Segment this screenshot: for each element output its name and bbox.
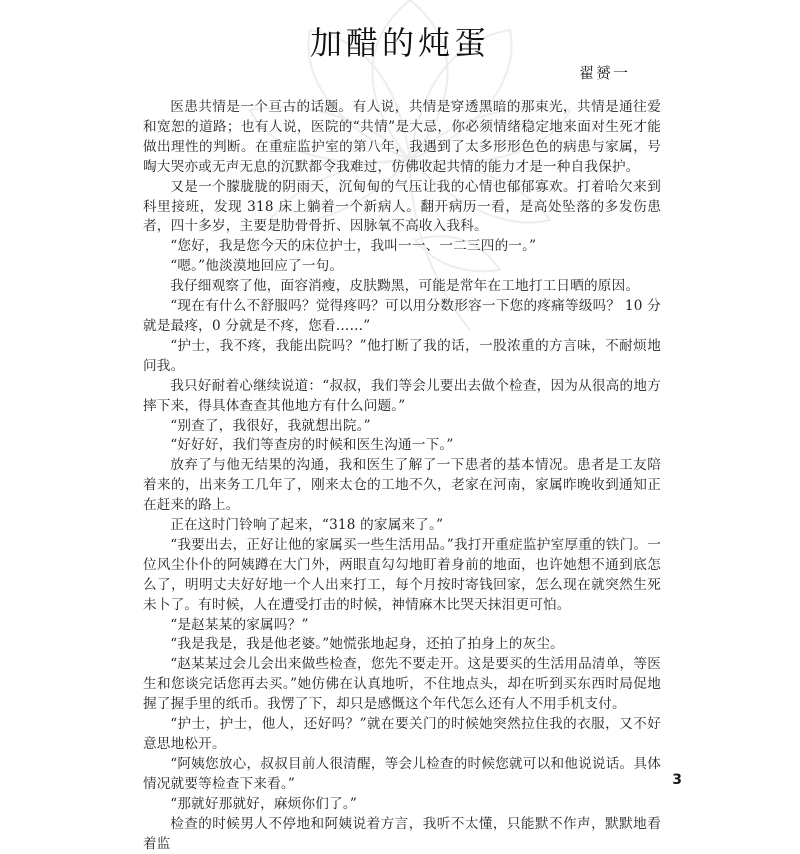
article-title: 加醋的炖蛋 bbox=[309, 24, 490, 62]
paragraph: “阿姨您放心，叔叔目前人很清醒，等会儿检查的时候您就可以和他说说话。具体情况就要等检查下来看。” bbox=[143, 755, 661, 792]
paragraph: 我仔细观察了他，面容消瘦，皮肤黝黑，可能是常年在工地打工日晒的原因。 bbox=[170, 278, 640, 295]
paragraph: “现在有什么不舒服吗？觉得疼吗？可以用分数形容一下您的疼痛等级吗？ 10 分就是最疼，0 分就是不疼，您看……” bbox=[143, 298, 661, 334]
paragraph: 我只好耐着心继续说道：“叔叔，我们等会儿要出去做个检查，因为从很高的地方摔下来，得具体查查其他地方有什么问题。” bbox=[143, 377, 661, 414]
paragraph: “我是我是，我是他老婆。”她慌张地起身，还拍了拍身上的灰尘。 bbox=[170, 636, 564, 653]
paragraph: “赵某某过会儿会出来做些检查，您先不要走开。这是要买的生活用品清单，等医生和您谈完话您再去买。”她仿佛在认真地听，不住地点头，却在听到买东西时局促地握了握手里的纸币。我愣了下，却只是感慨这个年代怎么还有人不用手机支付。 bbox=[143, 656, 661, 713]
article-author: 翟赟一 bbox=[578, 64, 630, 82]
paragraph: “好好好，我们等查房的时候和医生沟通一下。” bbox=[170, 437, 454, 454]
paragraph: “我要出去，正好让他的家属买一些生活用品。”我打开重症监护室厚重的铁门。一位风尘仆仆的阿姨蹲在大门外，两眼直勾勾地盯着身前的地面，也许她想不通到底怎么了，明明丈夫好好地一个人出来打工，每个月按时寄钱回家，怎么现在就突然生死未卜了。有时候，人在遭受打击的时候，神情麻木比哭天抹泪更可怕。 bbox=[143, 536, 661, 613]
paragraph: “是赵某某的家属吗？” bbox=[170, 616, 309, 633]
article-body bbox=[143, 98, 661, 854]
paragraph: “护士，我不疼，我能出院吗？”他打断了我的话，一股浓重的方言味，不耐烦地问我。 bbox=[143, 337, 661, 374]
paragraph: 医患共情是一个亘古的话题。有人说，共情是穿透黑暗的那束光，共情是通往爱和宽恕的道路；也有人说，医院的“共情”是大忌，你必须情绪稳定地来面对生死才能做出理性的判断。在重症监护室的第八年，我遇到了太多形形色色的病患与家属，号啕大哭亦或无声无息的沉默都令我难过，仿佛收起共情的能力才是一种自我保护。 bbox=[143, 99, 661, 175]
paragraph: 检查的时候男人不停地和阿姨说着方言，我听不太懂，只能默不作声，默默地看着监 bbox=[143, 815, 661, 852]
paragraph: “那就好那就好，麻烦你们了。” bbox=[170, 795, 358, 812]
paragraph: 又是一个朦胧胧的阴雨天，沉甸甸的气压让我的心情也郁郁寡欢。打着哈欠来到科里接班，发现 318 床上躺着一个新病人。翻开病历一看，是高处坠落的多发伤患者，四十多岁，主要是肋骨骨折、因脉氧不高收入我科。 bbox=[143, 178, 661, 235]
paragraph: “您好，我是您今天的床位护士，我叫一一、一二三四的一。” bbox=[170, 238, 537, 255]
paragraph: “别查了，我很好，我就想出院。” bbox=[170, 417, 371, 434]
paragraph: “护士，护士，他人，还好吗？”就在要关门的时候她突然拉住我的衣服，又不好意思地松开。 bbox=[143, 716, 661, 752]
paragraph: “嗯。”他淡漠地回应了一句。 bbox=[170, 258, 344, 275]
page-number: 3 bbox=[672, 772, 682, 788]
paragraph: 正在这时门铃响了起来，“318 的家属来了。” bbox=[170, 517, 444, 534]
paragraph: 放弃了与他无结果的沟通，我和医生了解了一下患者的基本情况。患者是工友陪着来的，出来务工几年了，刚来太仓的工地不久，老家在河南，家属昨晚收到通知正在赶来的路上。 bbox=[143, 457, 661, 514]
